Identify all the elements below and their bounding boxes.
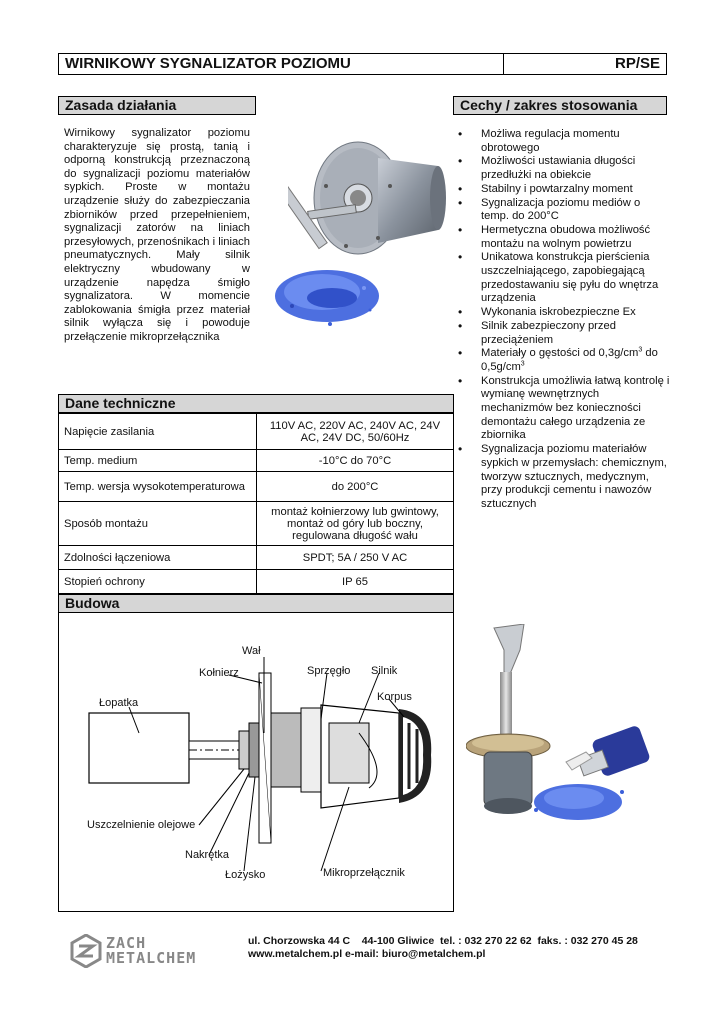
table-row: [59, 414, 454, 450]
tech-label: Temp. medium: [59, 450, 257, 472]
density-text-b: do 0,5g/cm: [481, 347, 658, 373]
table-row: [59, 570, 454, 594]
tech-label: Stopień ochrony: [59, 570, 257, 594]
label-kolnierz: Kołnierz: [199, 667, 239, 679]
logo-line-1: ZACH: [106, 934, 147, 952]
table-row: [59, 546, 454, 570]
table-row: [59, 450, 454, 472]
logo-hexagon-icon: [70, 934, 102, 968]
list-item: • Konstrukcja umożliwia łatwą kontrolę i wymianę wewnętrznych mechanizmów bez konieczności demontażu całego urządzenia ze zbiornika: [455, 375, 671, 444]
label-uszczelnienie: Uszczelnienie olejowe: [87, 819, 196, 831]
list-item: • Sygnalizacja poziomu materiałów sypkich w przemysłach: chemicznym, tworzyw sztucznych, medycznym, przy produkcji cementu i nawozów sztucznych: [455, 443, 671, 512]
tech-label: Napięcie zasilania: [59, 414, 257, 450]
density-sup-a: 3: [638, 346, 643, 354]
tech-label: Temp. wersja wysokotemperaturowa: [59, 472, 257, 502]
list-item-density: [455, 347, 671, 374]
label-sprzeglo: Sprzęgło: [307, 665, 351, 677]
tech-value: -10°C do 70°C: [257, 450, 454, 472]
tech-heading: Dane techniczne: [58, 394, 454, 413]
list-item: • Sygnalizacja poziomu mediów o temp. do 200°C: [455, 197, 671, 224]
tech-label: Sposób montażu: [59, 502, 257, 546]
list-item: • Hermetyczna obudowa możliwość montażu na wolnym powietrzu: [455, 224, 671, 251]
logo-text: [106, 936, 196, 966]
tech-label: Zdolności łączeniowa: [59, 546, 257, 570]
device-photo: [288, 138, 448, 263]
density-sup-b: 3: [520, 360, 525, 368]
list-item: • Stabilny i powtarzalny moment: [455, 183, 671, 197]
label-lopatka: Łopatka: [99, 697, 139, 709]
features-list: [455, 128, 671, 512]
granules-photo: [272, 258, 382, 328]
principle-text: Wirnikowy sygnalizator poziomu charakteryzuje się prostą, tanią i odporną konstrukcją przeznaczoną do sygnalizacji poziomu materiałów sypkich. Proste w montażu urządzenie służy do zabezpieczania zbiorników przed przepełnieniem, sygnalizacji zatorów na liniach przesyłowych, przenośnikach i liniach pneumatycznych. Mały silnik elektryczny wbudowany w urządzenie napędza śmigło sygnalizatora. W momencie zablokowania śmigła przez materiał silnik wyłącza się i powoduje przełączenie mikroprzełącznika: [64, 127, 250, 343]
footer-contact: [248, 935, 638, 961]
principle-heading: Zasada działania: [58, 96, 256, 115]
list-item: • Możliwości ustawiania długości przedłużki na obiekcie: [455, 155, 671, 182]
tech-value: SPDT; 5A / 250 V AC: [257, 546, 454, 570]
footer-address: ul. Chorzowska 44 C 44-100 Gliwice tel. : 032 270 22 62 faks. : 032 270 45 28: [248, 935, 638, 947]
label-mikro: Mikroprzełącznik: [323, 867, 405, 879]
tech-value: IP 65: [257, 570, 454, 594]
tech-value: 110V AC, 220V AC, 240V AC, 24V AC, 24V DC, 50/60Hz: [257, 414, 454, 450]
label-silnik: Silnik: [371, 665, 398, 677]
table-row: [59, 502, 454, 546]
tech-table: [58, 413, 454, 594]
label-lozysko: Łożysko: [225, 869, 266, 881]
table-row: [59, 472, 454, 502]
label-nakretka: Nakrętka: [185, 849, 230, 861]
tech-value: montaż kołnierzowy lub gwintowy, montaż od góry lub boczny, regulowana długość wału: [257, 502, 454, 546]
extended-device-photo: [466, 624, 666, 824]
title-bar: [58, 53, 667, 75]
logo-line-2: METALCHEM: [106, 949, 197, 967]
list-item: • Unikatowa konstrukcja pierścienia uszczelniającego, zapobiegającą przedostawaniu się pyłu do wnętrza urządzenia: [455, 251, 671, 306]
density-text-a: Materiały o gęstości od 0,3g/cm: [481, 347, 639, 360]
label-korpus: Korpus: [377, 691, 412, 703]
list-item: • Możliwa regulacja momentu obrotowego: [455, 128, 671, 155]
list-item: • Wykonania iskrobezpieczne Ex: [455, 306, 671, 320]
product-code: RP/SE: [614, 55, 660, 72]
features-heading: Cechy / zakres stosowania: [453, 96, 667, 115]
company-logo: [70, 934, 230, 970]
tech-value: do 200°C: [257, 472, 454, 502]
page-title: WIRNIKOWY SYGNALIZATOR POZIOMU: [59, 54, 504, 74]
paddle-shape: [89, 713, 189, 783]
footer-web: www.metalchem.pl e-mail: biuro@metalchem.pl: [248, 948, 486, 960]
construction-diagram: [58, 612, 454, 912]
label-wal: Wał: [242, 645, 261, 657]
list-item: • Silnik zabezpieczony przed przeciążeniem: [455, 320, 671, 347]
build-heading: Budowa: [58, 594, 454, 613]
